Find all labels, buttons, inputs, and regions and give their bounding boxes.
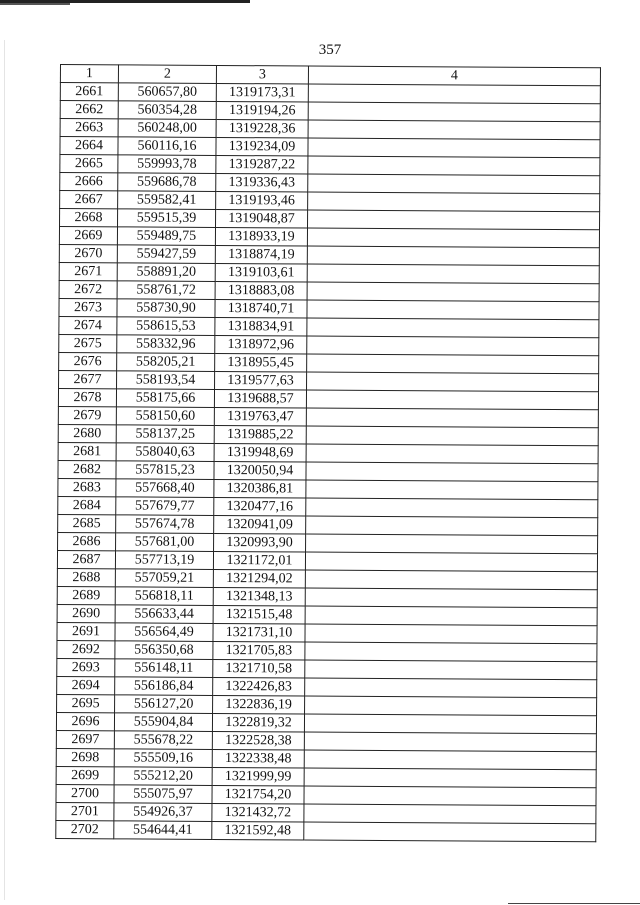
point-number-cell: 2691 [57,622,115,640]
x-coordinate-cell: 556186,84 [115,677,213,696]
note-cell [307,246,599,266]
x-coordinate-cell: 554644,41 [114,821,212,840]
note-cell [308,84,600,104]
table-row [56,820,596,841]
y-coordinate-cell: 1319577,63 [215,371,307,390]
y-coordinate-cell: 1319763,47 [214,407,306,426]
y-coordinate-cell: 1318834,91 [215,317,307,336]
page-number: 357 [318,42,342,58]
point-number-cell: 2665 [60,155,118,173]
x-coordinate-cell: 560354,28 [118,101,216,120]
x-coordinate-cell: 556564,49 [115,623,213,642]
x-coordinate-cell: 556350,68 [115,641,213,660]
x-coordinate-cell: 558040,63 [116,443,214,462]
header-col-1: 1 [60,65,118,83]
point-number-cell: 2680 [58,424,116,442]
point-number-cell: 2672 [59,280,117,298]
point-number-cell: 2661 [60,83,118,101]
x-coordinate-cell: 559686,78 [118,173,216,192]
x-coordinate-cell: 555904,84 [114,713,212,732]
y-coordinate-cell: 1321999,99 [212,767,304,786]
y-coordinate-cell: 1322426,83 [213,677,305,696]
note-cell [307,282,599,302]
y-coordinate-cell: 1321348,13 [213,587,305,606]
x-coordinate-cell: 558193,54 [117,371,215,390]
note-cell [306,498,598,518]
x-coordinate-cell: 555509,16 [114,749,212,768]
x-coordinate-cell: 558730,90 [117,299,215,318]
point-number-cell: 2689 [57,586,115,604]
x-coordinate-cell: 558175,66 [116,389,214,408]
point-number-cell: 2688 [57,568,115,586]
note-cell [307,336,599,356]
bottom-edge-rule [508,903,640,904]
y-coordinate-cell: 1319234,09 [216,137,308,156]
x-coordinate-cell: 557681,00 [116,533,214,552]
y-coordinate-cell: 1320477,16 [214,497,306,516]
y-coordinate-cell: 1321432,72 [212,803,304,822]
point-number-cell: 2696 [56,712,114,730]
y-coordinate-cell: 1321294,02 [213,569,305,588]
point-number-cell: 2697 [56,730,114,748]
y-coordinate-cell: 1322819,32 [212,713,304,732]
point-number-cell: 2685 [58,514,116,532]
y-coordinate-cell: 1318972,96 [215,335,307,354]
x-coordinate-cell: 558137,25 [116,425,214,444]
x-coordinate-cell: 557668,40 [116,479,214,498]
note-cell [305,660,597,680]
note-cell [308,102,600,122]
note-cell [305,624,597,644]
y-coordinate-cell: 1319228,36 [216,119,308,138]
x-coordinate-cell: 559582,41 [118,191,216,210]
y-coordinate-cell: 1320386,81 [214,479,306,498]
y-coordinate-cell: 1319688,57 [214,389,306,408]
point-number-cell: 2679 [58,406,116,424]
note-cell [305,570,597,590]
note-cell [305,606,597,626]
y-coordinate-cell: 1321515,48 [213,605,305,624]
note-cell [308,156,600,176]
y-coordinate-cell: 1318883,08 [215,281,307,300]
point-number-cell: 2701 [56,802,114,820]
x-coordinate-cell: 559427,59 [117,245,215,264]
y-coordinate-cell: 1319193,46 [216,191,308,210]
note-cell [308,174,600,194]
y-coordinate-cell: 1320941,09 [214,515,306,534]
point-number-cell: 2670 [59,244,117,262]
point-number-cell: 2695 [57,694,115,712]
x-coordinate-cell: 560657,80 [118,83,216,102]
point-number-cell: 2694 [57,676,115,694]
point-number-cell: 2678 [58,388,116,406]
note-cell [306,480,598,500]
note-cell [305,552,597,572]
x-coordinate-cell: 558150,60 [116,407,214,426]
y-coordinate-cell: 1320993,90 [214,533,306,552]
y-coordinate-cell: 1321710,58 [213,659,305,678]
y-coordinate-cell: 1318955,45 [215,353,307,372]
x-coordinate-cell: 556148,11 [115,659,213,678]
header-col-4: 4 [308,66,600,86]
note-cell [304,804,596,824]
note-cell [304,822,596,842]
note-cell [304,786,596,806]
y-coordinate-cell: 1322528,38 [212,731,304,750]
point-number-cell: 2667 [60,191,118,209]
y-coordinate-cell: 1319048,87 [216,209,308,228]
x-coordinate-cell: 557713,19 [115,551,213,570]
point-number-cell: 2681 [58,442,116,460]
x-coordinate-cell: 555678,22 [114,731,212,750]
x-coordinate-cell: 556633,44 [115,605,213,624]
y-coordinate-cell: 1319336,43 [216,173,308,192]
x-coordinate-cell: 560116,16 [118,137,216,156]
point-number-cell: 2663 [60,119,118,137]
note-cell [306,462,598,482]
point-number-cell: 2693 [57,658,115,676]
point-number-cell: 2686 [58,532,116,550]
note-cell [304,750,596,770]
point-number-cell: 2699 [56,766,114,784]
note-cell [305,678,597,698]
point-number-cell: 2662 [60,101,118,119]
y-coordinate-cell: 1321592,48 [212,821,304,840]
y-coordinate-cell: 1319885,22 [214,425,306,444]
point-number-cell: 2684 [58,496,116,514]
note-cell [306,408,598,428]
note-cell [308,192,600,212]
y-coordinate-cell: 1321731,10 [213,623,305,642]
x-coordinate-cell: 559993,78 [118,155,216,174]
point-number-cell: 2664 [60,137,118,155]
note-cell [304,714,596,734]
note-cell [304,732,596,752]
y-coordinate-cell: 1321754,20 [212,785,304,804]
y-coordinate-cell: 1319173,31 [216,83,308,102]
point-number-cell: 2682 [58,460,116,478]
note-cell [305,642,597,662]
y-coordinate-cell: 1319948,69 [214,443,306,462]
x-coordinate-cell: 558205,21 [117,353,215,372]
note-cell [306,444,598,464]
x-coordinate-cell: 557059,21 [115,569,213,588]
note-cell [307,372,599,392]
x-coordinate-cell: 557815,23 [116,461,214,480]
y-coordinate-cell: 1319103,61 [215,263,307,282]
point-number-cell: 2677 [59,370,117,388]
y-coordinate-cell: 1318874,19 [215,245,307,264]
note-cell [306,390,598,410]
point-number-cell: 2690 [57,604,115,622]
point-number-cell: 2676 [59,352,117,370]
coordinates-table [55,64,601,842]
header-col-3: 3 [216,65,308,84]
note-cell [304,768,596,788]
table-body [56,83,601,842]
note-cell [308,210,600,230]
note-cell [307,264,599,284]
x-coordinate-cell: 555212,20 [114,767,212,786]
note-cell [307,318,599,338]
x-coordinate-cell: 558761,72 [117,281,215,300]
point-number-cell: 2675 [59,334,117,352]
x-coordinate-cell: 556127,20 [115,695,213,714]
point-number-cell: 2702 [56,820,114,838]
point-number-cell: 2673 [59,298,117,316]
point-number-cell: 2669 [59,227,117,245]
x-coordinate-cell: 558332,96 [117,335,215,354]
note-cell [306,426,598,446]
y-coordinate-cell: 1318933,19 [215,227,307,246]
point-number-cell: 2692 [57,640,115,658]
note-cell [307,228,599,248]
point-number-cell: 2671 [59,262,117,280]
y-coordinate-cell: 1322836,19 [213,695,305,714]
note-cell [308,120,600,140]
point-number-cell: 2687 [57,550,115,568]
note-cell [305,588,597,608]
x-coordinate-cell: 559515,39 [118,209,216,228]
y-coordinate-cell: 1322338,48 [212,749,304,768]
x-coordinate-cell: 557679,77 [116,497,214,516]
point-number-cell: 2666 [60,173,118,191]
scan-left-edge [4,40,5,900]
note-cell [305,696,597,716]
y-coordinate-cell: 1318740,71 [215,299,307,318]
x-coordinate-cell: 557674,78 [116,515,214,534]
x-coordinate-cell: 556818,11 [115,587,213,606]
y-coordinate-cell: 1319287,22 [216,155,308,174]
note-cell [307,300,599,320]
x-coordinate-cell: 554926,37 [114,803,212,822]
y-coordinate-cell: 1320050,94 [214,461,306,480]
x-coordinate-cell: 559489,75 [117,227,215,246]
point-number-cell: 2700 [56,784,114,802]
point-number-cell: 2698 [56,748,114,766]
x-coordinate-cell: 558891,20 [117,263,215,282]
note-cell [306,534,598,554]
note-cell [307,354,599,374]
top-edge-rule-secondary [0,3,70,5]
y-coordinate-cell: 1321705,83 [213,641,305,660]
point-number-cell: 2674 [59,316,117,334]
point-number-cell: 2683 [58,478,116,496]
y-coordinate-cell: 1321172,01 [213,551,305,570]
x-coordinate-cell: 555075,97 [114,785,212,804]
note-cell [308,138,600,158]
x-coordinate-cell: 560248,00 [118,119,216,138]
y-coordinate-cell: 1319194,26 [216,101,308,120]
header-col-2: 2 [118,65,216,84]
x-coordinate-cell: 558615,53 [117,317,215,336]
point-number-cell: 2668 [60,209,118,227]
note-cell [306,516,598,536]
